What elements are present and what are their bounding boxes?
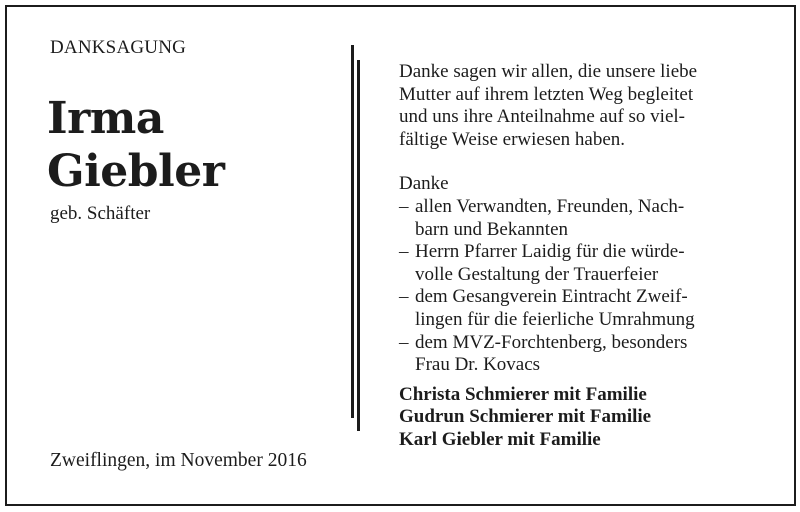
intro-line: fältige Weise erwiesen haben.: [399, 128, 626, 150]
dash-bullet: –: [399, 286, 409, 308]
thanks-item-line: Herrn Pfarrer Laidig für die würde-: [415, 241, 685, 263]
thanks-item-line: barn und Bekannten: [415, 218, 569, 240]
thanks-item: [399, 241, 769, 286]
family-name: Christa Schmierer mit Familie: [399, 383, 647, 405]
thanks-text-block: [399, 61, 769, 452]
divider-rules: [351, 45, 361, 430]
divider-rule-right: [357, 60, 360, 431]
family-name: Gudrun Schmierer mit Familie: [399, 406, 652, 428]
thanks-item-line: lingen für die feierliche Umrahmung: [415, 308, 695, 330]
thanks-item: [399, 196, 769, 241]
divider-rule-left: [351, 45, 354, 418]
last-name: Giebler: [47, 146, 225, 197]
dash-bullet: –: [399, 195, 409, 217]
intro-line: Mutter auf ihrem letzten Weg begleitet: [399, 83, 694, 105]
thanks-item-line: volle Gestaltung der Trauerfeier: [415, 263, 659, 285]
dash-bullet: –: [399, 331, 409, 353]
first-name: Irma: [47, 93, 164, 144]
thanks-item-line: dem Gesangverein Eintracht Zweif-: [415, 286, 688, 308]
deceased-name: [47, 92, 224, 198]
intro-line: und uns ihre Anteilnahme auf so viel-: [399, 106, 685, 128]
thanks-item: [399, 332, 769, 377]
thanks-label: Danke: [399, 173, 449, 195]
dash-bullet: –: [399, 241, 409, 263]
thanks-item: [399, 286, 769, 331]
birth-name: geb. Schäfter: [50, 203, 151, 224]
place-and-date: Zweiflingen, im November 2016: [50, 450, 307, 471]
thanks-item-line: Frau Dr. Kovacs: [415, 354, 541, 376]
thanks-item-line: allen Verwandten, Freunden, Nach-: [415, 195, 685, 217]
family-name: Karl Giebler mit Familie: [399, 428, 601, 450]
notice-heading: DANKSAGUNG: [50, 37, 187, 58]
thanks-item-line: dem MVZ-Forchtenberg, besonders: [415, 331, 688, 353]
intro-paragraph: [399, 61, 769, 151]
intro-line: Danke sagen wir allen, die unsere liebe: [399, 61, 698, 82]
family-signatures: [399, 384, 769, 452]
